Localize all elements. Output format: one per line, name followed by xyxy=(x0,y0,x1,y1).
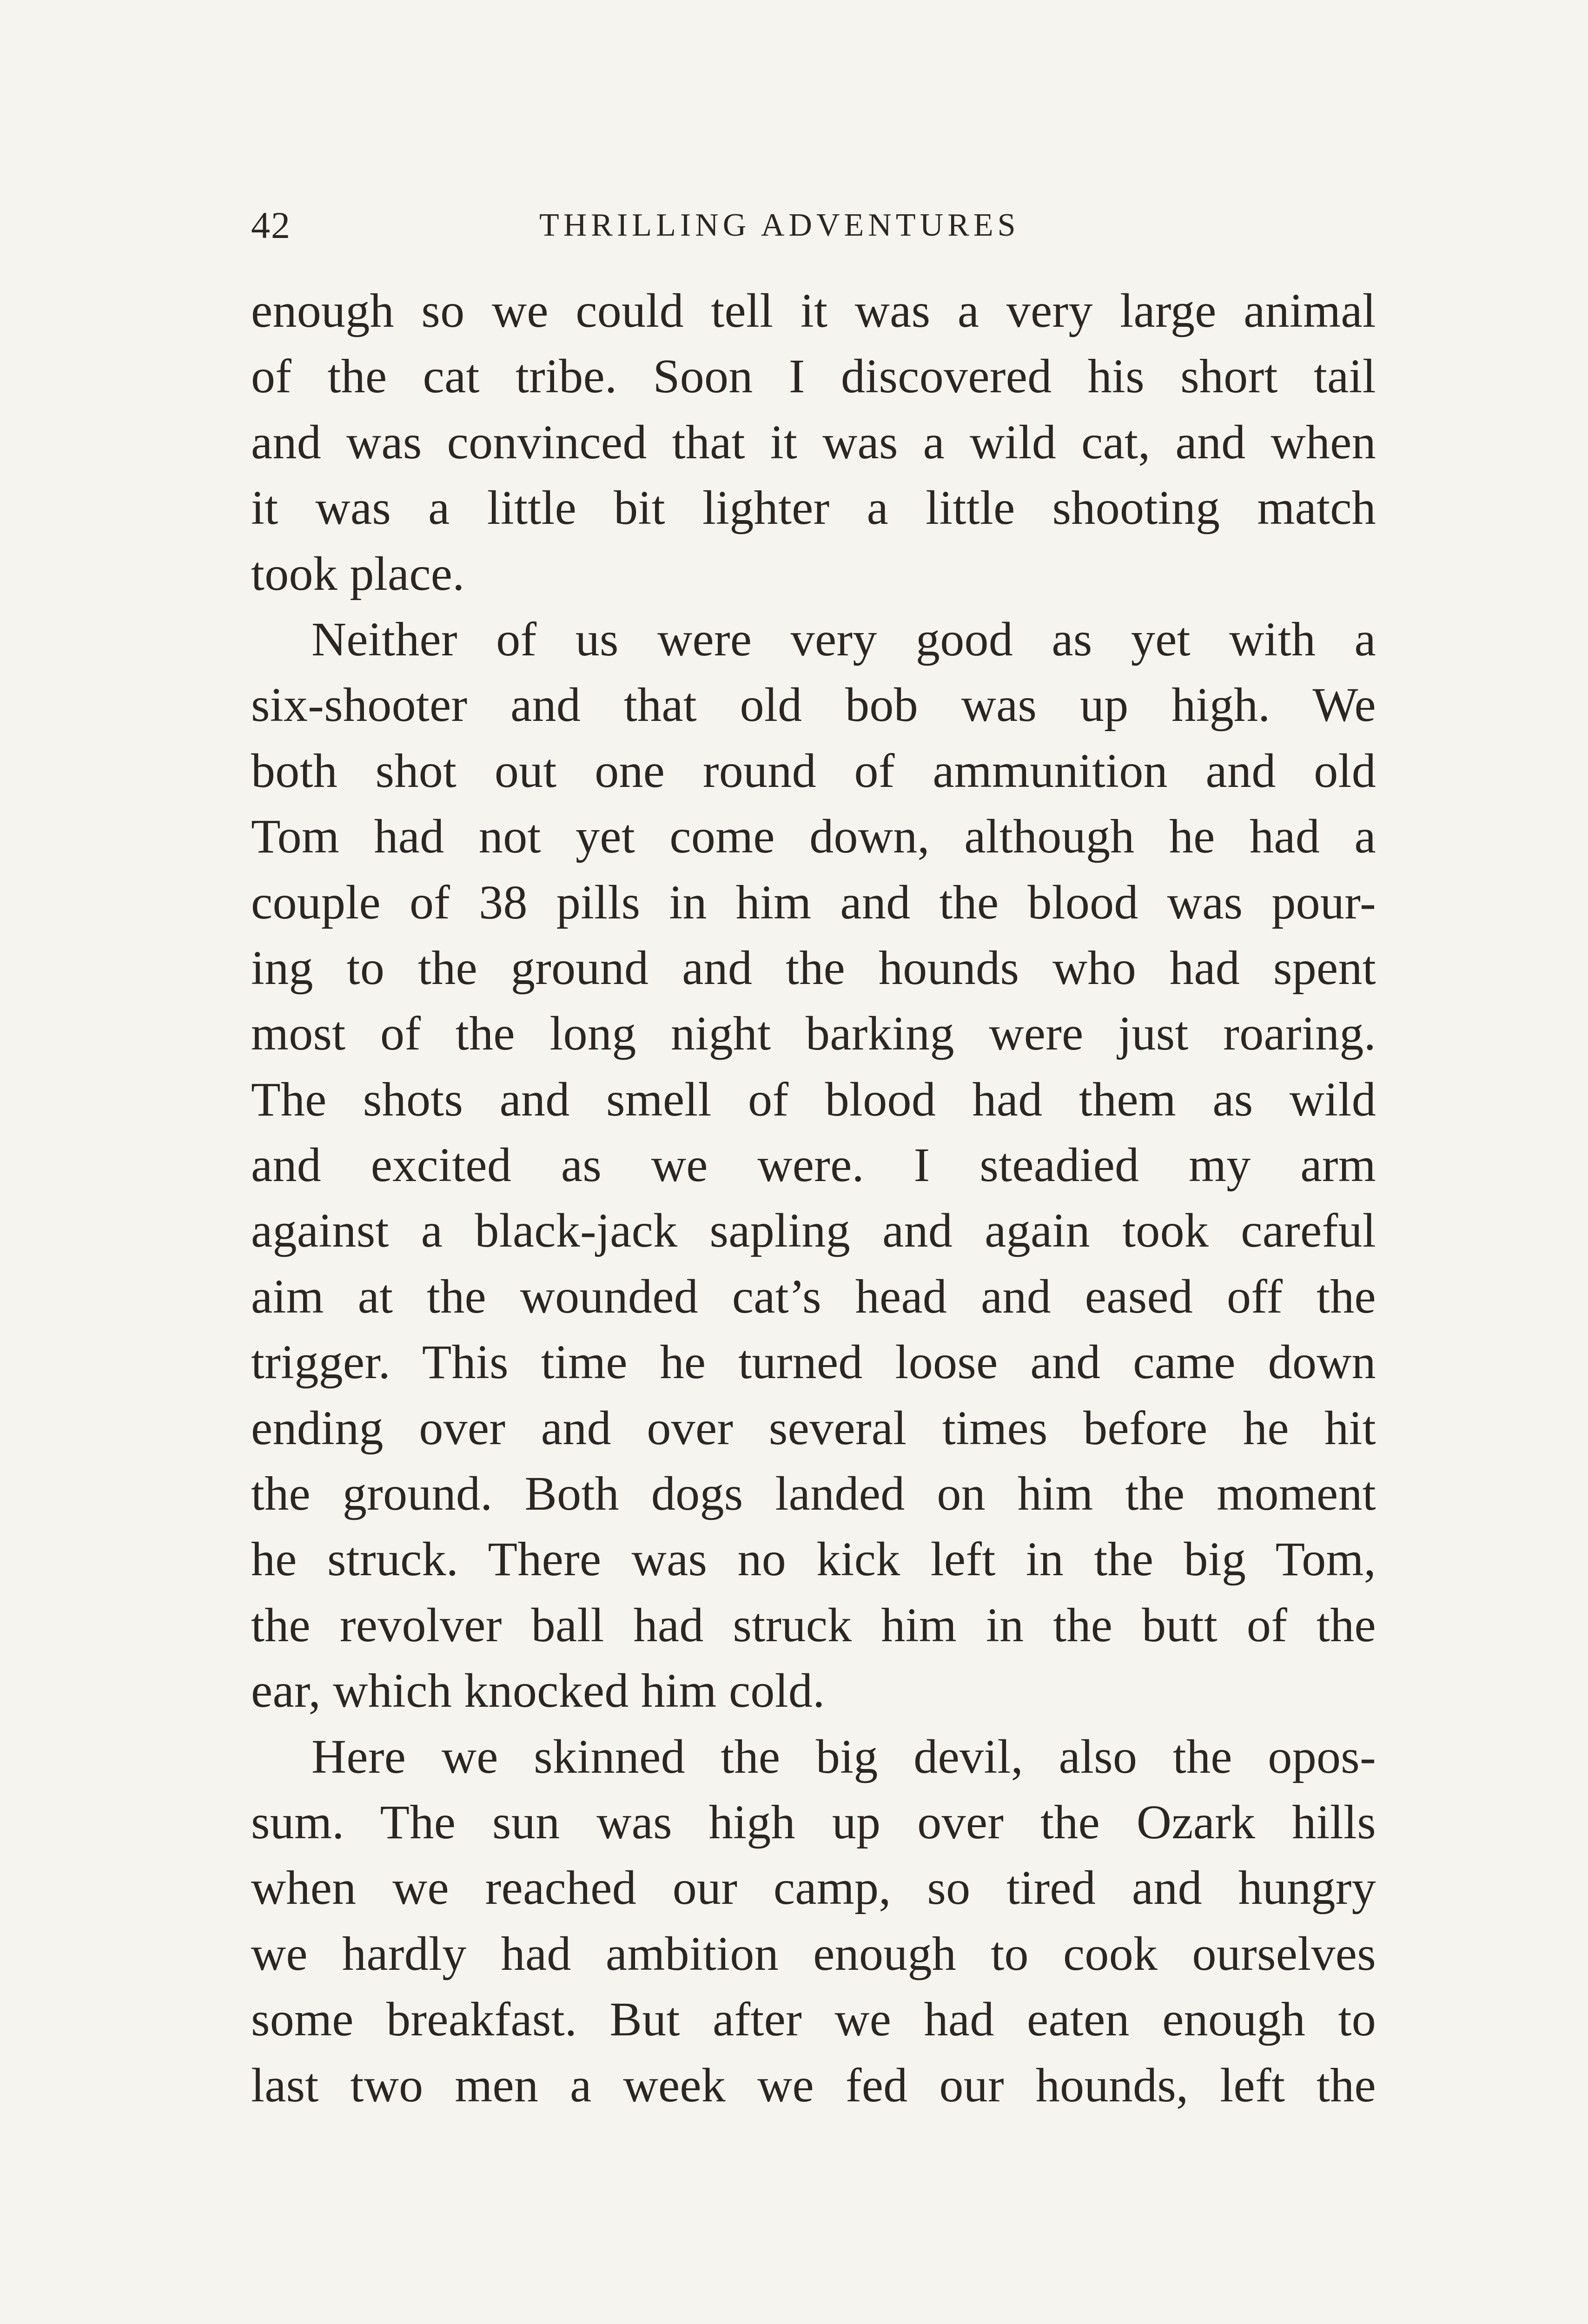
text-line: last two men a week we fed our hounds, left the xyxy=(251,2058,1376,2112)
body-text xyxy=(251,278,1376,2118)
text-line: couple of 38 pills in him and the blood was pour- xyxy=(251,875,1376,929)
text-line: both shot out one round of ammunition and old xyxy=(251,744,1376,798)
text-line: when we reached our camp, so tired and hungry xyxy=(251,1861,1376,1915)
text-line: aim at the wounded cat’s head and eased off the xyxy=(251,1269,1376,1323)
text-line: and was convinced that it was a wild cat, and when xyxy=(251,415,1376,469)
text-line: ing to the ground and the hounds who had spent xyxy=(251,941,1376,995)
running-head: THRILLING ADVENTURES xyxy=(539,207,1020,243)
text-line: against a black-jack sapling and again took careful xyxy=(251,1204,1376,1258)
text-line: The shots and smell of blood had them as wild xyxy=(251,1072,1376,1126)
text-line: enough so we could tell it was a very large animal xyxy=(251,284,1376,337)
text-line: of the cat tribe. Soon I discovered his short tail xyxy=(251,350,1376,403)
text-line: took place. xyxy=(251,547,465,601)
text-line: trigger. This time he turned loose and came down xyxy=(251,1335,1376,1389)
text-line: most of the long night barking were just roaring. xyxy=(251,1007,1376,1061)
text-line: it was a little bit lighter a little shooting match xyxy=(251,481,1376,535)
text-line: we hardly had ambition enough to cook ourselves xyxy=(251,1927,1376,1981)
page-number: 42 xyxy=(251,204,291,246)
text-line: Here we skinned the big devil, also the opos- xyxy=(311,1730,1376,1783)
text-line: Neither of us were very good as yet with a xyxy=(311,612,1376,666)
text-line: ending over and over several times before he hit xyxy=(251,1401,1376,1455)
text-line: the ground. Both dogs landed on him the moment xyxy=(251,1467,1376,1521)
text-line: the revolver ball had struck him in the butt of the xyxy=(251,1598,1376,1652)
text-line: six-shooter and that old bob was up high. We xyxy=(251,678,1376,732)
text-line: he struck. There was no kick left in the big Tom, xyxy=(251,1532,1376,1586)
text-line: ear, which knocked him cold. xyxy=(251,1664,825,1718)
text-line: some breakfast. But after we had eaten enough to xyxy=(251,1993,1376,2047)
page-header xyxy=(251,200,1376,251)
text-line: sum. The sun was high up over the Ozark hills xyxy=(251,1795,1376,1849)
text-line: Tom had not yet come down, although he had a xyxy=(251,810,1376,864)
text-line: and excited as we were. I steadied my arm xyxy=(251,1138,1376,1192)
